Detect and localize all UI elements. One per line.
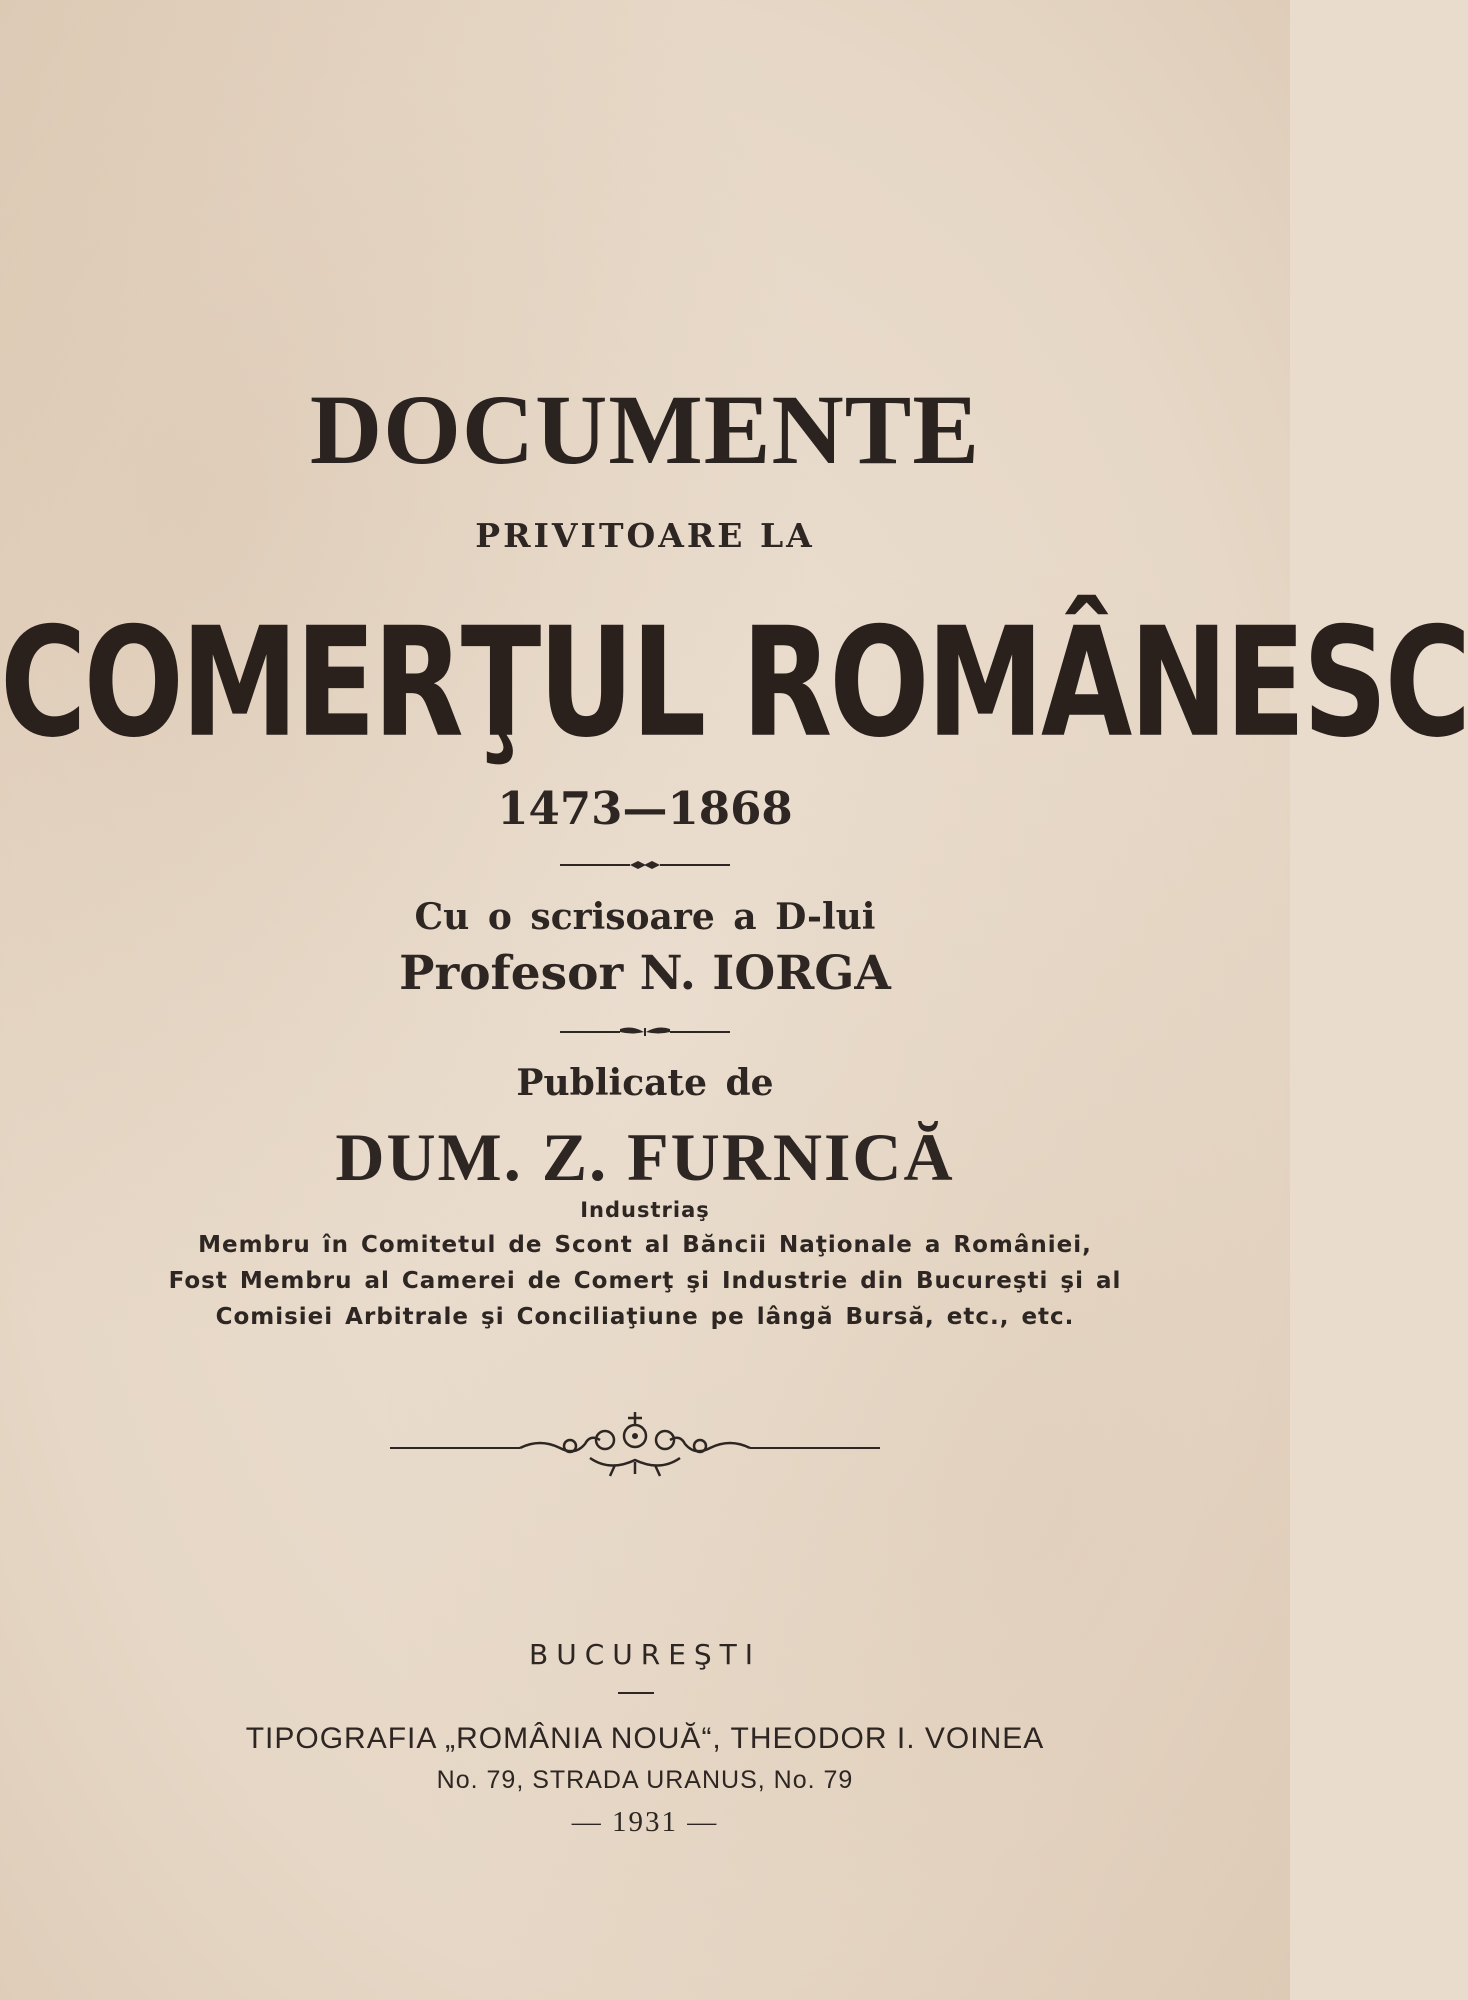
- author-detail-line: Comisiei Arbitrale şi Conciliaţiune pe lângă Bursă, etc., etc.: [215, 1304, 1075, 1330]
- letter-line: Cu o scrisoare a D-lui: [414, 896, 876, 938]
- publication-year: — 1931 —: [571, 1806, 719, 1838]
- author-title: Industriaş: [580, 1198, 710, 1222]
- divider-ornament-2: [560, 1025, 730, 1039]
- year-range: 1473—1868: [497, 782, 793, 835]
- printer-address: No. 79, STRADA URANUS, No. 79: [436, 1766, 854, 1794]
- book-main-title: COMERŢUL ROMÂNESC: [0, 594, 1468, 771]
- author-detail-line: Membru în Comitetul de Scont al Băncii Naţionale a României,: [198, 1232, 1092, 1258]
- city-dash: [618, 1690, 654, 1696]
- author-detail-line: Fost Membru al Camerei de Comerţ şi Industrie din Bucureşti şi al: [168, 1268, 1122, 1294]
- city: BUCUREŞTI: [528, 1638, 762, 1671]
- book-title: DOCUMENTE: [309, 374, 981, 485]
- professor-name: Profesor N. IORGA: [399, 946, 891, 1001]
- author-name: DUM. Z. FURNICĂ: [335, 1119, 955, 1195]
- floral-ornament: [390, 1410, 880, 1480]
- divider-ornament-1: [560, 858, 730, 872]
- book-subtitle: PRIVITOARE LA: [475, 516, 815, 555]
- published-by: Publicate de: [516, 1062, 774, 1104]
- printer: TIPOGRAFIA „ROMÂNIA NOUĂ“, THEODOR I. VOINEA: [245, 1722, 1045, 1755]
